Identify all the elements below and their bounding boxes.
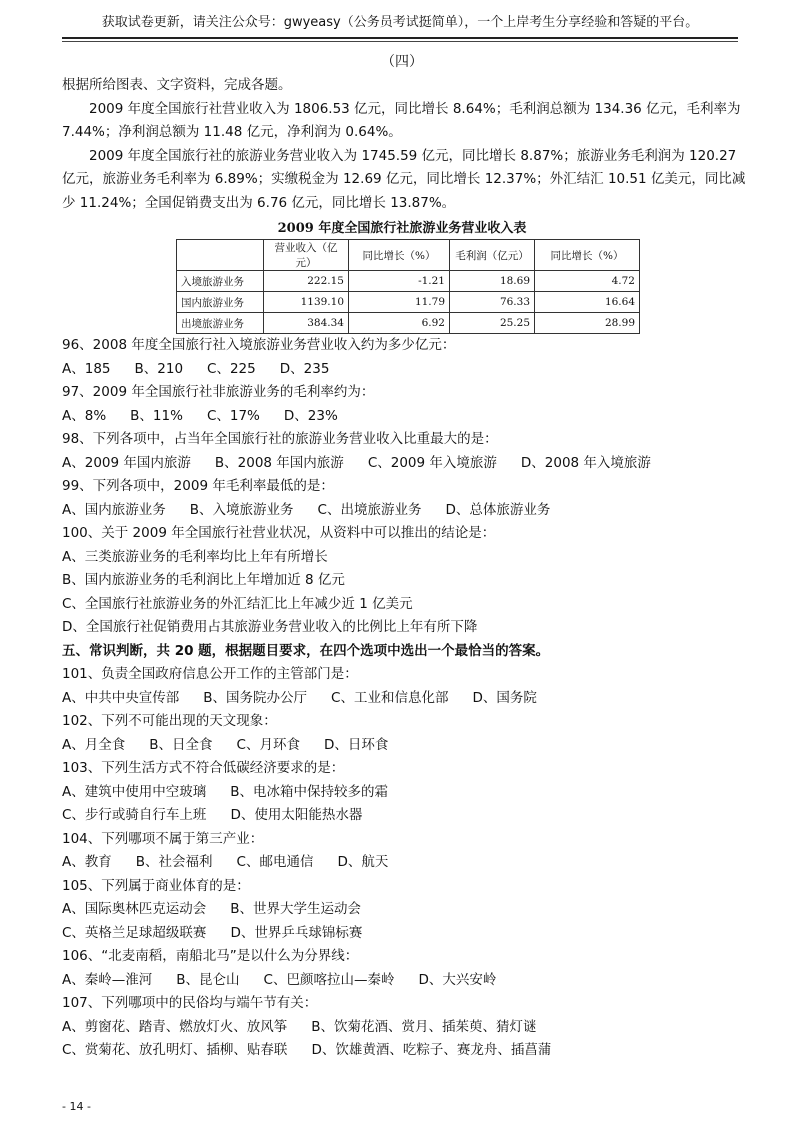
answer-option: B、社会福利 [135, 854, 213, 870]
table-cell: 4.72 [535, 271, 640, 292]
option-row [62, 1039, 742, 1063]
answer-option: B、昆仑山 [176, 971, 240, 988]
table-cell: 6.92 [349, 313, 450, 334]
question-text: B、国内旅游业务的毛利润比上年增加近 8 亿元 [62, 572, 345, 588]
answer-option: A、185 [62, 360, 111, 377]
option-row [62, 452, 742, 476]
question-text: 96、2008 年度全国旅行社入境旅游业务营业收入约为多少亿元： [62, 337, 456, 353]
answer-option: D、2008 年入境旅游 [520, 454, 651, 471]
answer-option: C、2009 年入境旅游 [367, 454, 497, 471]
table-cell: 25.25 [450, 313, 535, 334]
answer-option: D、23% [283, 407, 338, 424]
table-cell: 11.79 [349, 292, 450, 313]
question-text: D、全国旅行社促销费用占其旅游业务营业收入的比例比上年有所下降 [62, 619, 478, 635]
question-text: 97、2009 年全国旅行社非旅游业务的毛利率约为： [62, 384, 375, 400]
answer-option: A、教育 [62, 854, 112, 870]
header-rule-thin [62, 41, 738, 42]
table-cell: 1139.10 [264, 292, 349, 313]
answer-option: A、剪窗花、踏青、燃放灯火、放风筝 [62, 1018, 288, 1035]
answer-option: A、2009 年国内旅游 [62, 454, 191, 471]
answer-option: A、国际奥林匹克运动会 [62, 901, 207, 917]
table-row [177, 271, 640, 292]
question-text: 104、下列哪项不属于第三产业： [62, 830, 264, 847]
column-header: 毛利润（亿元） [450, 240, 535, 271]
table-title: 2009 年度全国旅行社旅游业务营业收入表 [277, 221, 527, 236]
table-header-row [177, 240, 640, 271]
answer-option: D、日环食 [323, 736, 389, 753]
table-body [177, 271, 640, 334]
answer-option: C、英格兰足球超级联赛 [62, 924, 207, 941]
question-text: 106、“北麦南稻，南船北马”是以什么为分界线： [62, 948, 359, 964]
answer-option: C、赏菊花、放孔明灯、插柳、贴春联 [62, 1042, 288, 1058]
table-corner-cell [177, 240, 264, 271]
option-row [62, 499, 742, 523]
page-content [62, 50, 746, 1063]
answer-option: A、8% [62, 407, 107, 424]
question-text: 107、下列哪项中的民俗均与端午节有关： [62, 995, 318, 1011]
answer-option: D、世界乒乓球锦标赛 [230, 924, 363, 941]
table-row [177, 313, 640, 334]
table-cell: 222.15 [264, 271, 349, 292]
option-row [62, 358, 742, 382]
answer-option: D、大兴安岭 [418, 971, 497, 988]
answer-option: C、225 [207, 360, 256, 377]
answer-option: B、电冰箱中保持较多的霜 [230, 783, 389, 800]
answer-option: B、饮菊花酒、赏月、插茱萸、猜灯谜 [311, 1018, 537, 1035]
option-row [62, 898, 742, 922]
question-text: C、全国旅行社旅游业务的外汇结汇比上年减少近 1 亿美元 [62, 595, 413, 612]
answer-option: B、210 [134, 360, 184, 377]
answer-option: D、航天 [337, 854, 389, 870]
answer-option: D、235 [279, 360, 330, 377]
answer-option: A、秦岭—淮河 [62, 971, 153, 988]
option-row [62, 734, 742, 758]
column-header: 同比增长（%） [535, 240, 640, 271]
row-label: 入境旅游业务 [177, 271, 264, 292]
paragraph-2-line: 2009 年度全国旅行社的旅游业务营业收入为 1745.59 亿元，同比增长 8.87%；旅游业务毛利润为 120.27 [89, 147, 737, 164]
paragraph-2-line: 少 11.24%；全国促销费支出为 6.76 亿元，同比增长 13.87%。 [62, 194, 456, 211]
answer-option: B、日全食 [149, 736, 213, 753]
answer-option: B、11% [130, 407, 183, 424]
option-row [62, 851, 742, 875]
question-text: 105、下列属于商业体育的是： [62, 877, 250, 894]
answer-option: D、饮雄黄酒、吃粽子、赛龙舟、插菖蒲 [311, 1042, 552, 1058]
table-cell: 28.99 [535, 313, 640, 334]
row-label: 国内旅游业务 [177, 292, 264, 313]
option-row [62, 922, 742, 946]
answer-option: B、入境旅游业务 [189, 501, 294, 518]
option-row [62, 804, 742, 828]
question-text: 100、关于 2009 年全国旅行社营业状况，从资料中可以推出的结论是： [62, 525, 496, 541]
paragraph-2-line: 亿元，旅游业务毛利率为 6.89%；实缴税金为 12.69 亿元，同比增长 12.37%；外汇结汇 10.51 亿美元，同比减 [62, 171, 746, 187]
answer-option: A、月全食 [62, 736, 126, 753]
page-header: 获取试卷更新，请关注公众号：gwyeasy（公务员考试挺简单），一个上岸考生分享经验和答疑的平台。 [101, 15, 699, 30]
option-row [62, 1016, 742, 1040]
option-row [62, 405, 742, 429]
table-cell: 76.33 [450, 292, 535, 313]
answer-option: C、出境旅游业务 [317, 501, 422, 518]
table-cell: 18.69 [450, 271, 535, 292]
paragraph-1-line: 2009 年度全国旅行社营业收入为 1806.53 亿元，同比增长 8.64%；毛利润总额为 134.36 亿元，毛利率为 [89, 100, 741, 117]
answer-option: C、月环食 [236, 736, 300, 753]
question-text: 101、负责全国政府信息公开工作的主管部门是： [62, 666, 358, 682]
table-row [177, 292, 640, 313]
answer-option: C、17% [206, 407, 260, 424]
answer-option: D、使用太阳能热水器 [230, 807, 363, 823]
section-heading: 五、常识判断，共 20 题，根据题目要求，在四个选项中选出一个最恰当的答案。 [62, 642, 550, 659]
paragraph-1-line: 7.44%；净利润总额为 11.48 亿元，净利润为 0.64%。 [62, 124, 402, 140]
answer-option: B、世界大学生运动会 [230, 901, 362, 917]
answer-option: B、2008 年国内旅游 [214, 454, 344, 471]
answer-option: A、建筑中使用中空玻璃 [62, 783, 207, 800]
column-header: 同比增长（%） [349, 240, 450, 271]
intro-text: 根据所给图表、文字资料，完成各题。 [62, 77, 292, 93]
question-list [62, 334, 742, 1063]
table-cell: 384.34 [264, 313, 349, 334]
answer-option: D、国务院 [472, 689, 537, 706]
row-label: 出境旅游业务 [177, 313, 264, 334]
option-row [62, 781, 742, 805]
table-cell: -1.21 [349, 271, 450, 292]
answer-option: D、总体旅游业务 [445, 501, 551, 518]
option-row [62, 687, 742, 711]
column-header: 营业收入（亿元） [264, 240, 349, 271]
answer-option: A、中共中央宣传部 [62, 689, 180, 706]
answer-option: C、邮电通信 [236, 854, 314, 870]
answer-option: C、巴颜喀拉山—秦岭 [263, 971, 395, 988]
question-text: 99、下列各项中，2009 年毛利率最低的是： [62, 478, 334, 494]
option-row [62, 969, 742, 993]
revenue-table [176, 239, 640, 334]
section-number: （四） [381, 54, 423, 70]
header-rule [62, 37, 738, 39]
answer-option: C、步行或骑自行车上班 [62, 807, 207, 823]
question-text: 98、下列各项中，占当年全国旅行社的旅游业务营业收入比重最大的是： [62, 431, 498, 447]
table-cell: 16.64 [535, 292, 640, 313]
page-number: - 14 - [62, 1100, 91, 1113]
question-text: 103、下列生活方式不符合低碳经济要求的是： [62, 760, 345, 776]
question-text: 102、下列不可能出现的天文现象： [62, 713, 277, 729]
question-text: A、三类旅游业务的毛利率均比上年有所增长 [62, 548, 328, 565]
answer-option: B、国务院办公厅 [203, 689, 308, 706]
answer-option: C、工业和信息化部 [331, 689, 449, 706]
answer-option: A、国内旅游业务 [62, 501, 166, 518]
